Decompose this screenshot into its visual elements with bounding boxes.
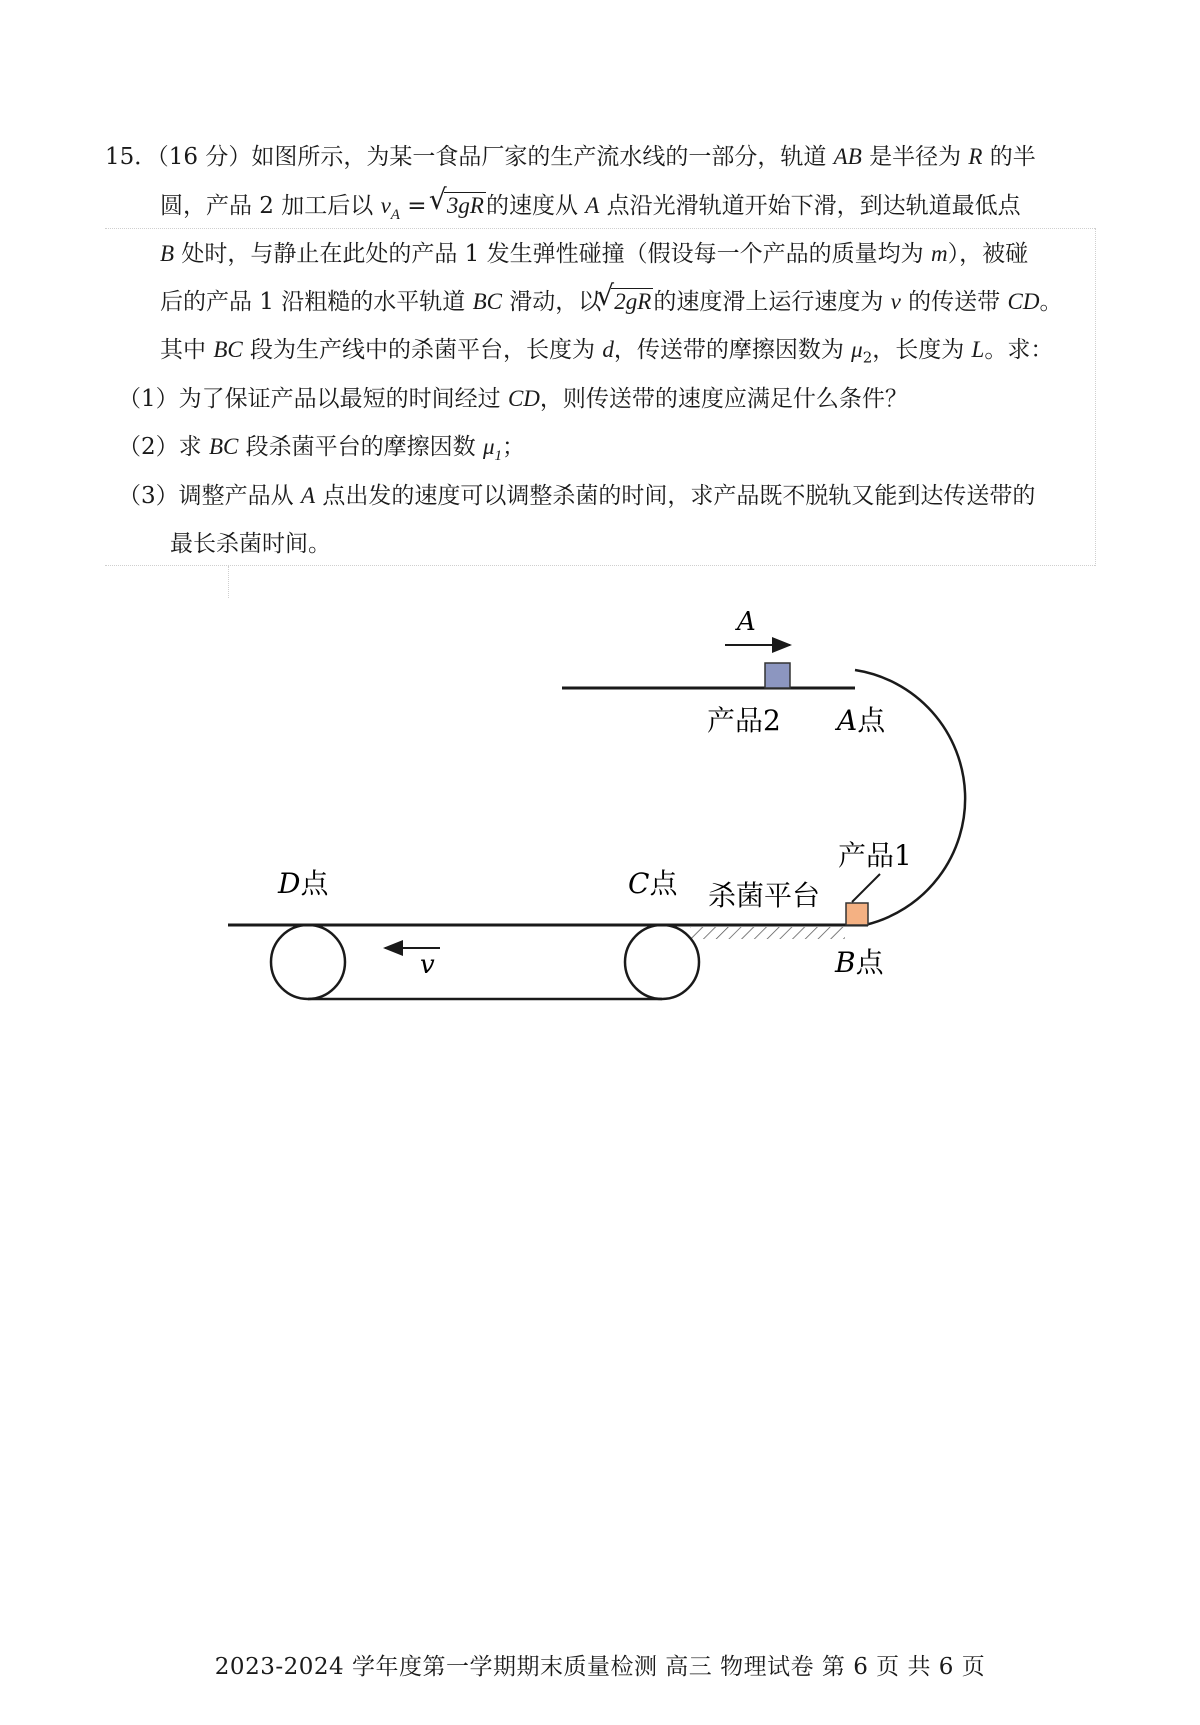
sub-question-3-continued: 最长杀菌时间。 xyxy=(170,531,331,557)
question-line-3: B 处时，与静止在此处的产品 1 发生弹性碰撞（假设每一个产品的质量均为 m），被碰 xyxy=(160,241,1029,267)
point-a-label: A点 xyxy=(837,704,886,737)
question-line-5: 其中 BC 段为生产线中的杀菌平台，长度为 d，传送带的摩擦因数为 $\mu_2$，长度为 L。求： xyxy=(160,337,1054,367)
point-c-label: C点 xyxy=(628,867,678,900)
arrow-a-label: A xyxy=(737,607,756,637)
question-line-1: 15．（16 分）如图所示，为某一食品厂家的生产流水线的一部分，轨道 AB 是半径为 R 的半 xyxy=(105,144,1036,170)
product-2-label: 产品2 xyxy=(707,704,781,737)
sqrt-2gR: √ 2gR xyxy=(611,288,653,315)
product-1-leader xyxy=(852,874,880,902)
product-1-label: 产品1 xyxy=(838,839,912,872)
point-b-label: B点 xyxy=(835,946,884,979)
point-d-label: D点 xyxy=(278,867,329,900)
product-2-block xyxy=(765,663,790,688)
question-line-4: 后的产品 1 沿粗糙的水平轨道 BC 滑动，以√ 2gR的速度滑上运行速度为 v 的传送带 CD。 xyxy=(160,286,1062,318)
sub-question-1: （1）为了保证产品以最短的时间经过 CD，则传送带的速度应满足什么条件？ xyxy=(118,386,908,412)
platform-label: 杀菌平台 xyxy=(708,879,821,912)
page-footer: 2023-2024 学年度第一学期期末质量检测 高三 物理试卷 第 6 页 共 6 页 xyxy=(214,1654,986,1680)
sub-question-2: （2）求 BC 段杀菌平台的摩擦因数 $\mu_1$； xyxy=(118,434,526,464)
sqrt-3gR: √ 3gR xyxy=(444,192,486,219)
sterilization-platform-hatch xyxy=(690,927,845,939)
product-1-block xyxy=(846,903,868,925)
question-line-2: 圆，产品 2 加工后以 $v_A$ = √ 3gR的速度从 A 点沿光滑轨道开始下滑，到达轨道最低点 xyxy=(160,190,1021,231)
velocity-label: v xyxy=(420,950,435,980)
conveyor-left-roller xyxy=(271,925,345,999)
sub-question-3: （3）调整产品从 A 点出发的速度可以调整杀菌的时间，求产品既不脱轨又能到达传送带的 xyxy=(118,483,1036,509)
conveyor-right-roller xyxy=(625,925,699,999)
